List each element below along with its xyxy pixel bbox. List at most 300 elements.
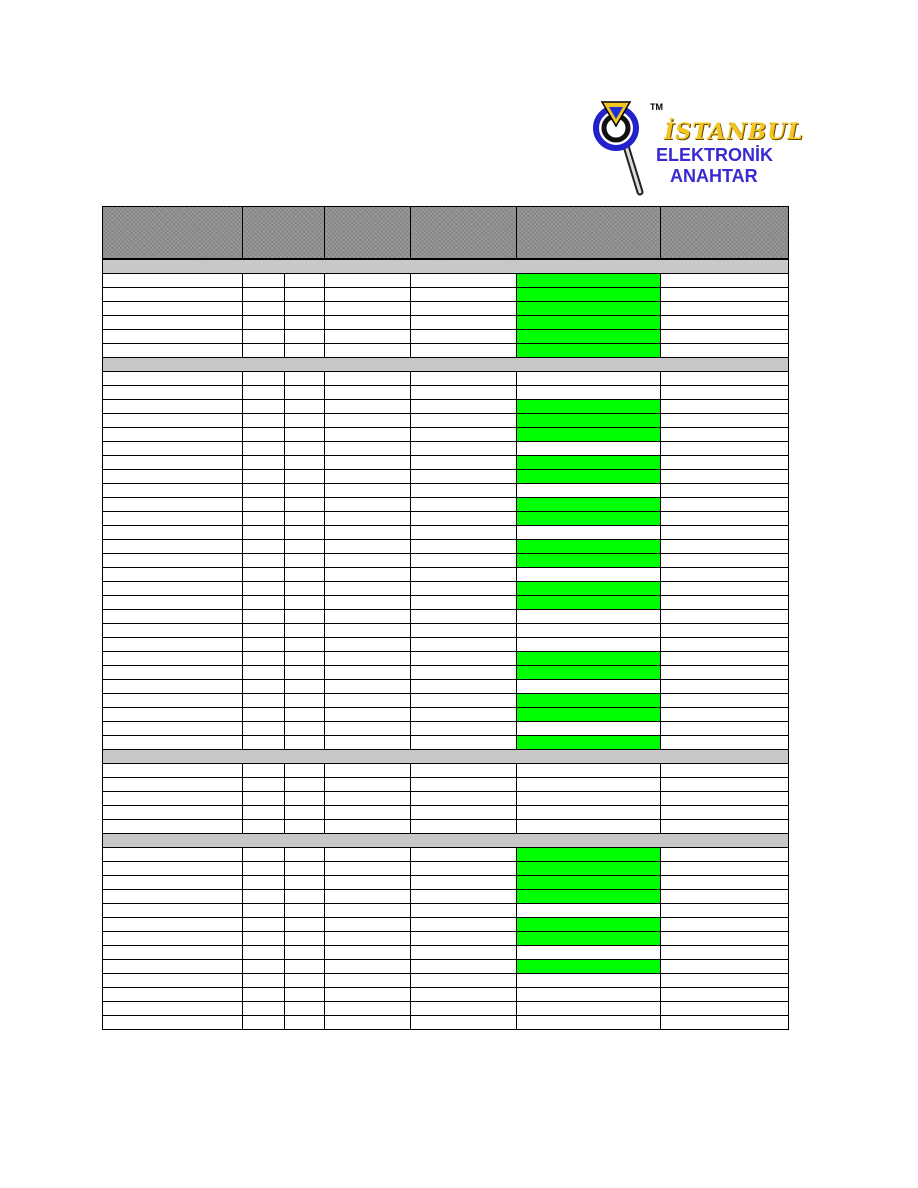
status-cell: [517, 806, 661, 820]
table-cell: [325, 414, 411, 428]
table-cell: [103, 764, 243, 778]
table-row: [103, 400, 789, 414]
table-cell: [661, 554, 789, 568]
table-cell: [285, 386, 325, 400]
table-row: [103, 302, 789, 316]
table-cell: [103, 778, 243, 792]
table-cell: [661, 764, 789, 778]
table-cell: [661, 512, 789, 526]
table-cell: [411, 386, 517, 400]
table-cell: [411, 442, 517, 456]
table-cell: [325, 554, 411, 568]
table-cell: [285, 568, 325, 582]
table-cell: [285, 498, 325, 512]
table-cell: [243, 792, 285, 806]
table-row: [103, 680, 789, 694]
table-cell: [411, 400, 517, 414]
table-cell: [243, 708, 285, 722]
table-cell: [325, 722, 411, 736]
table-cell: [103, 904, 243, 918]
table-row: [103, 470, 789, 484]
status-cell: [517, 386, 661, 400]
status-cell: [517, 414, 661, 428]
table-cell: [103, 288, 243, 302]
table-cell: [103, 806, 243, 820]
table-cell: [243, 694, 285, 708]
table-cell: [285, 764, 325, 778]
status-cell: [517, 568, 661, 582]
table-cell: [285, 428, 325, 442]
table-cell: [243, 568, 285, 582]
table-cell: [285, 946, 325, 960]
table-cell: [285, 974, 325, 988]
table-cell: [661, 960, 789, 974]
table-cell: [285, 960, 325, 974]
table-cell: [325, 778, 411, 792]
table-cell: [661, 274, 789, 288]
table-cell: [661, 708, 789, 722]
table-cell: [325, 316, 411, 330]
table-cell: [285, 694, 325, 708]
table-cell: [243, 288, 285, 302]
table-cell: [661, 344, 789, 358]
status-cell: [517, 960, 661, 974]
table-cell: [285, 890, 325, 904]
table-cell: [285, 512, 325, 526]
table-cell: [661, 890, 789, 904]
table-cell: [661, 526, 789, 540]
table-cell: [103, 988, 243, 1002]
table-row: [103, 414, 789, 428]
table-cell: [325, 1016, 411, 1030]
table-cell: [661, 1016, 789, 1030]
table-cell: [243, 904, 285, 918]
table-cell: [411, 764, 517, 778]
table-row: [103, 442, 789, 456]
table-cell: [103, 890, 243, 904]
table-cell: [285, 470, 325, 484]
table-cell: [325, 568, 411, 582]
status-cell: [517, 694, 661, 708]
table-row: [103, 652, 789, 666]
header-cell: [661, 207, 789, 260]
status-cell: [517, 498, 661, 512]
table-cell: [325, 512, 411, 526]
table-cell: [661, 848, 789, 862]
table-cell: [103, 638, 243, 652]
table-cell: [661, 806, 789, 820]
table-cell: [325, 344, 411, 358]
table-cell: [325, 400, 411, 414]
table-cell: [243, 918, 285, 932]
table-cell: [243, 274, 285, 288]
table-cell: [285, 904, 325, 918]
table-cell: [285, 778, 325, 792]
table-row: [103, 554, 789, 568]
table-cell: [325, 442, 411, 456]
table-cell: [325, 918, 411, 932]
table-cell: [285, 638, 325, 652]
table-cell: [285, 316, 325, 330]
table-cell: [661, 680, 789, 694]
status-cell: [517, 624, 661, 638]
table-cell: [285, 820, 325, 834]
table-cell: [285, 792, 325, 806]
table-cell: [103, 974, 243, 988]
table-cell: [325, 1002, 411, 1016]
table-cell: [103, 330, 243, 344]
table-cell: [661, 694, 789, 708]
table-cell: [325, 848, 411, 862]
table-cell: [325, 764, 411, 778]
table-cell: [103, 428, 243, 442]
table-cell: [325, 596, 411, 610]
status-cell: [517, 918, 661, 932]
table-cell: [325, 946, 411, 960]
table-cell: [243, 302, 285, 316]
table-row: [103, 988, 789, 1002]
table-cell: [285, 526, 325, 540]
table-cell: [103, 400, 243, 414]
table-cell: [325, 456, 411, 470]
section-header-row: [103, 358, 789, 372]
table-cell: [285, 610, 325, 624]
table-cell: [661, 820, 789, 834]
header-cell: [517, 207, 661, 260]
table-cell: [243, 624, 285, 638]
table-cell: [325, 302, 411, 316]
table-cell: [325, 526, 411, 540]
table-cell: [243, 862, 285, 876]
table-cell: [411, 568, 517, 582]
table-cell: [243, 484, 285, 498]
table-cell: [661, 624, 789, 638]
table-cell: [325, 470, 411, 484]
table-cell: [661, 456, 789, 470]
status-cell: [517, 484, 661, 498]
section-header-cell: [103, 358, 789, 372]
table-cell: [411, 1016, 517, 1030]
table-cell: [325, 960, 411, 974]
table-cell: [103, 862, 243, 876]
table-cell: [411, 694, 517, 708]
table-cell: [411, 1002, 517, 1016]
table-cell: [661, 540, 789, 554]
table-row: [103, 932, 789, 946]
table-cell: [243, 414, 285, 428]
table-cell: [661, 904, 789, 918]
table-cell: [325, 288, 411, 302]
table-cell: [285, 540, 325, 554]
table-cell: [661, 1002, 789, 1016]
logo-line-2: ELEKTRONİK: [656, 145, 773, 165]
table-cell: [411, 456, 517, 470]
table-cell: [103, 666, 243, 680]
table-row: [103, 568, 789, 582]
table-body: [103, 259, 789, 1030]
table-cell: [411, 526, 517, 540]
company-logo: [590, 96, 804, 200]
table-cell: [103, 792, 243, 806]
logo-line-3: ANAHTAR: [670, 166, 758, 186]
table-cell: [285, 932, 325, 946]
table-cell: [325, 792, 411, 806]
table-cell: [661, 918, 789, 932]
table-row: [103, 540, 789, 554]
table-cell: [243, 680, 285, 694]
table-cell: [103, 820, 243, 834]
table-cell: [325, 498, 411, 512]
table-cell: [243, 596, 285, 610]
table-cell: [103, 442, 243, 456]
table-cell: [661, 330, 789, 344]
table-cell: [285, 442, 325, 456]
table-cell: [661, 974, 789, 988]
table-cell: [661, 862, 789, 876]
status-cell: [517, 274, 661, 288]
table-cell: [103, 316, 243, 330]
table-cell: [325, 820, 411, 834]
table-cell: [285, 372, 325, 386]
table-cell: [411, 638, 517, 652]
table-cell: [103, 736, 243, 750]
table-cell: [661, 876, 789, 890]
table-cell: [411, 820, 517, 834]
status-cell: [517, 344, 661, 358]
table-cell: [325, 330, 411, 344]
status-cell: [517, 862, 661, 876]
table-cell: [285, 988, 325, 1002]
table-cell: [103, 470, 243, 484]
table-cell: [103, 512, 243, 526]
table-header-row: [103, 207, 789, 260]
table-cell: [661, 414, 789, 428]
table-cell: [243, 1002, 285, 1016]
table-cell: [661, 988, 789, 1002]
table-cell: [661, 400, 789, 414]
table-row: [103, 666, 789, 680]
table-cell: [243, 554, 285, 568]
table-row: [103, 960, 789, 974]
table-row: [103, 288, 789, 302]
table-row: [103, 512, 789, 526]
table-cell: [411, 946, 517, 960]
table-cell: [661, 792, 789, 806]
table-cell: [661, 498, 789, 512]
table-cell: [411, 736, 517, 750]
status-cell: [517, 932, 661, 946]
header-cell: [411, 207, 517, 260]
table-cell: [411, 862, 517, 876]
status-cell: [517, 610, 661, 624]
table-row: [103, 1002, 789, 1016]
table-cell: [243, 988, 285, 1002]
table-cell: [103, 554, 243, 568]
table-cell: [285, 722, 325, 736]
table-cell: [103, 960, 243, 974]
status-cell: [517, 946, 661, 960]
table-row: [103, 890, 789, 904]
table-row: [103, 736, 789, 750]
table-cell: [285, 708, 325, 722]
table-row: [103, 694, 789, 708]
table-cell: [285, 806, 325, 820]
table-cell: [103, 848, 243, 862]
table-cell: [411, 330, 517, 344]
table-cell: [243, 344, 285, 358]
table-row: [103, 792, 789, 806]
status-cell: [517, 1016, 661, 1030]
table-cell: [411, 708, 517, 722]
table-cell: [243, 400, 285, 414]
status-cell: [517, 708, 661, 722]
status-cell: [517, 680, 661, 694]
table-cell: [103, 708, 243, 722]
status-cell: [517, 302, 661, 316]
table-cell: [243, 428, 285, 442]
table-cell: [411, 918, 517, 932]
table-cell: [411, 498, 517, 512]
logo-line-1: İSTANBUL: [664, 119, 804, 145]
table-cell: [661, 946, 789, 960]
table-row: [103, 372, 789, 386]
table-cell: [411, 932, 517, 946]
status-cell: [517, 904, 661, 918]
table-cell: [411, 428, 517, 442]
table-cell: [325, 890, 411, 904]
table-cell: [325, 652, 411, 666]
table-cell: [411, 554, 517, 568]
table-cell: [661, 736, 789, 750]
table-cell: [661, 470, 789, 484]
table-cell: [661, 638, 789, 652]
status-cell: [517, 974, 661, 988]
table-cell: [411, 806, 517, 820]
table-row: [103, 274, 789, 288]
table-cell: [411, 344, 517, 358]
status-cell: [517, 316, 661, 330]
status-cell: [517, 400, 661, 414]
table-cell: [285, 876, 325, 890]
table-cell: [243, 736, 285, 750]
table-cell: [243, 638, 285, 652]
table-row: [103, 484, 789, 498]
table-cell: [243, 778, 285, 792]
table-cell: [103, 456, 243, 470]
table-cell: [411, 274, 517, 288]
table-cell: [243, 386, 285, 400]
status-cell: [517, 554, 661, 568]
status-cell: [517, 792, 661, 806]
status-cell: [517, 848, 661, 862]
status-cell: [517, 666, 661, 680]
table-cell: [661, 666, 789, 680]
table-cell: [103, 344, 243, 358]
table-row: [103, 596, 789, 610]
table-cell: [325, 372, 411, 386]
table-cell: [325, 582, 411, 596]
table-cell: [411, 722, 517, 736]
table-cell: [243, 540, 285, 554]
table-cell: [411, 288, 517, 302]
status-cell: [517, 372, 661, 386]
section-header-row: [103, 750, 789, 764]
status-cell: [517, 526, 661, 540]
table-cell: [285, 652, 325, 666]
table-row: [103, 764, 789, 778]
section-header-row: [103, 259, 789, 274]
table-cell: [285, 666, 325, 680]
table-cell: [661, 652, 789, 666]
table-row: [103, 610, 789, 624]
table-cell: [661, 372, 789, 386]
table-cell: [661, 442, 789, 456]
table-cell: [103, 1016, 243, 1030]
header-cell: [103, 207, 243, 260]
status-cell: [517, 288, 661, 302]
table-cell: [243, 960, 285, 974]
table-row: [103, 386, 789, 400]
status-cell: [517, 820, 661, 834]
table-cell: [661, 610, 789, 624]
section-header-row: [103, 834, 789, 848]
section-header-cell: [103, 259, 789, 274]
status-cell: [517, 876, 661, 890]
table-cell: [285, 484, 325, 498]
status-cell: [517, 764, 661, 778]
table-row: [103, 778, 789, 792]
table-cell: [285, 274, 325, 288]
table-cell: [411, 960, 517, 974]
table-cell: [103, 918, 243, 932]
table-cell: [103, 386, 243, 400]
table-cell: [103, 680, 243, 694]
status-cell: [517, 1002, 661, 1016]
table-row: [103, 848, 789, 862]
table-row: [103, 582, 789, 596]
table-row: [103, 904, 789, 918]
status-cell: [517, 470, 661, 484]
grid-table: [102, 206, 789, 1030]
table-cell: [243, 372, 285, 386]
table-cell: [411, 512, 517, 526]
table-row: [103, 498, 789, 512]
table-cell: [325, 974, 411, 988]
table-cell: [243, 722, 285, 736]
table-cell: [103, 568, 243, 582]
table-cell: [285, 596, 325, 610]
table-cell: [325, 736, 411, 750]
table-cell: [285, 344, 325, 358]
table-cell: [325, 386, 411, 400]
table-cell: [243, 806, 285, 820]
table-cell: [661, 484, 789, 498]
table-row: [103, 316, 789, 330]
table-cell: [103, 302, 243, 316]
table-cell: [661, 778, 789, 792]
table-cell: [103, 526, 243, 540]
table-row: [103, 918, 789, 932]
table-cell: [661, 316, 789, 330]
table-cell: [411, 372, 517, 386]
header-cell: [243, 207, 325, 260]
status-cell: [517, 638, 661, 652]
table-cell: [325, 708, 411, 722]
table-cell: [661, 302, 789, 316]
table-row: [103, 862, 789, 876]
table-cell: [325, 876, 411, 890]
table-cell: [103, 484, 243, 498]
